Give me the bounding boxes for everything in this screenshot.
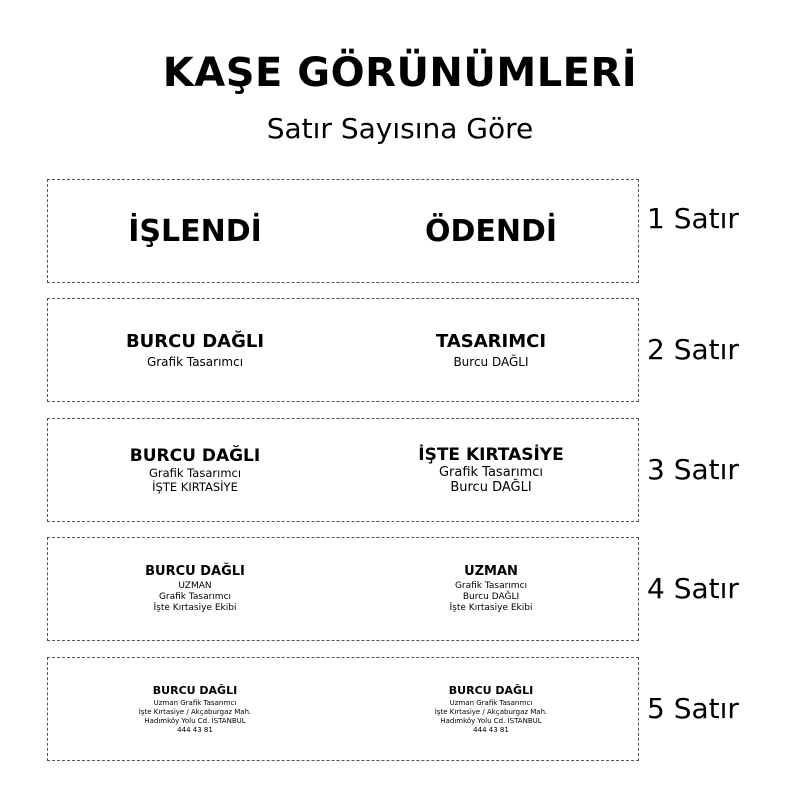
stamp-row-5 xyxy=(47,657,739,761)
stamp-line: İşte Kırtasiye Ekibi xyxy=(153,603,237,613)
stamp-line: TASARIMCI xyxy=(435,331,547,352)
stamp-left xyxy=(47,179,343,283)
stamp-line: Hadımköy Yolu Cd. İSTANBUL xyxy=(144,716,246,725)
row-count-label: 4 Satır xyxy=(647,572,739,605)
stamp-row-2 xyxy=(47,298,739,402)
stamp-line: Grafik Tasarımcı xyxy=(146,355,244,369)
stamp-row-1 xyxy=(47,179,739,283)
stamp-line: Burcu DAĞLI xyxy=(453,355,529,369)
stamp-right xyxy=(343,418,639,522)
stamp-line: İşte Kırtasiye Ekibi xyxy=(449,603,533,613)
stamp-left xyxy=(47,298,343,402)
stamp-line: İşte Kırtasiye / Akçaburgaz Mah. xyxy=(138,707,252,716)
stamp-line: BURCU DAĞLI xyxy=(125,331,265,352)
stamp-left xyxy=(47,418,343,522)
stamp-line: İŞLENDİ xyxy=(128,213,262,249)
stamp-line: İŞTE KIRTASİYE xyxy=(418,445,564,465)
stamp-line: ÖDENDİ xyxy=(424,213,558,249)
stamp-right xyxy=(343,179,639,283)
stamp-line: Grafik Tasarımcı xyxy=(454,581,528,591)
stamp-line: Grafik Tasarımcı xyxy=(438,465,544,480)
stamp-line: 444 43 81 xyxy=(473,725,509,734)
stamp-line: Grafik Tasarımcı xyxy=(158,592,232,602)
page-title: KAŞE GÖRÜNÜMLERİ xyxy=(162,50,638,96)
stamp-right xyxy=(343,657,639,761)
stamp-line: Grafik Tasarımcı xyxy=(148,466,242,480)
row-count-label: 2 Satır xyxy=(647,333,739,366)
stamp-left xyxy=(47,657,343,761)
row-count-label: 5 Satır xyxy=(647,692,739,725)
stamp-line: 444 43 81 xyxy=(177,725,213,734)
stamp-line: BURCU DAĞLI xyxy=(448,683,534,697)
stamp-line: BURCU DAĞLI xyxy=(145,564,245,579)
row-count-label: 3 Satır xyxy=(647,453,739,486)
stamp-row-3 xyxy=(47,418,739,522)
stamp-line: Uzman Grafik Tasarımcı xyxy=(153,698,237,707)
stamp-line: UZMAN xyxy=(464,564,518,579)
stamp-line: Burcu DAĞLI xyxy=(462,592,520,602)
row-count-label: 1 Satır xyxy=(647,202,739,235)
stamp-line: BURCU DAĞLI xyxy=(129,446,261,466)
stamp-line: İşte Kırtasiye / Akçaburgaz Mah. xyxy=(434,707,548,716)
stamp-line: UZMAN xyxy=(178,581,212,591)
stamp-line: İŞTE KIRTASİYE xyxy=(152,480,238,494)
stamp-row-4 xyxy=(47,537,739,641)
page-subtitle: Satır Sayısına Göre xyxy=(266,112,534,145)
stamp-line: Hadımköy Yolu Cd. İSTANBUL xyxy=(440,716,542,725)
stamp-left xyxy=(47,537,343,641)
stamp-right xyxy=(343,537,639,641)
stamp-right xyxy=(343,298,639,402)
stamp-line: BURCU DAĞLI xyxy=(152,683,238,697)
stamp-line: Burcu DAĞLI xyxy=(450,480,532,495)
stamp-line: Uzman Grafik Tasarımcı xyxy=(449,698,533,707)
